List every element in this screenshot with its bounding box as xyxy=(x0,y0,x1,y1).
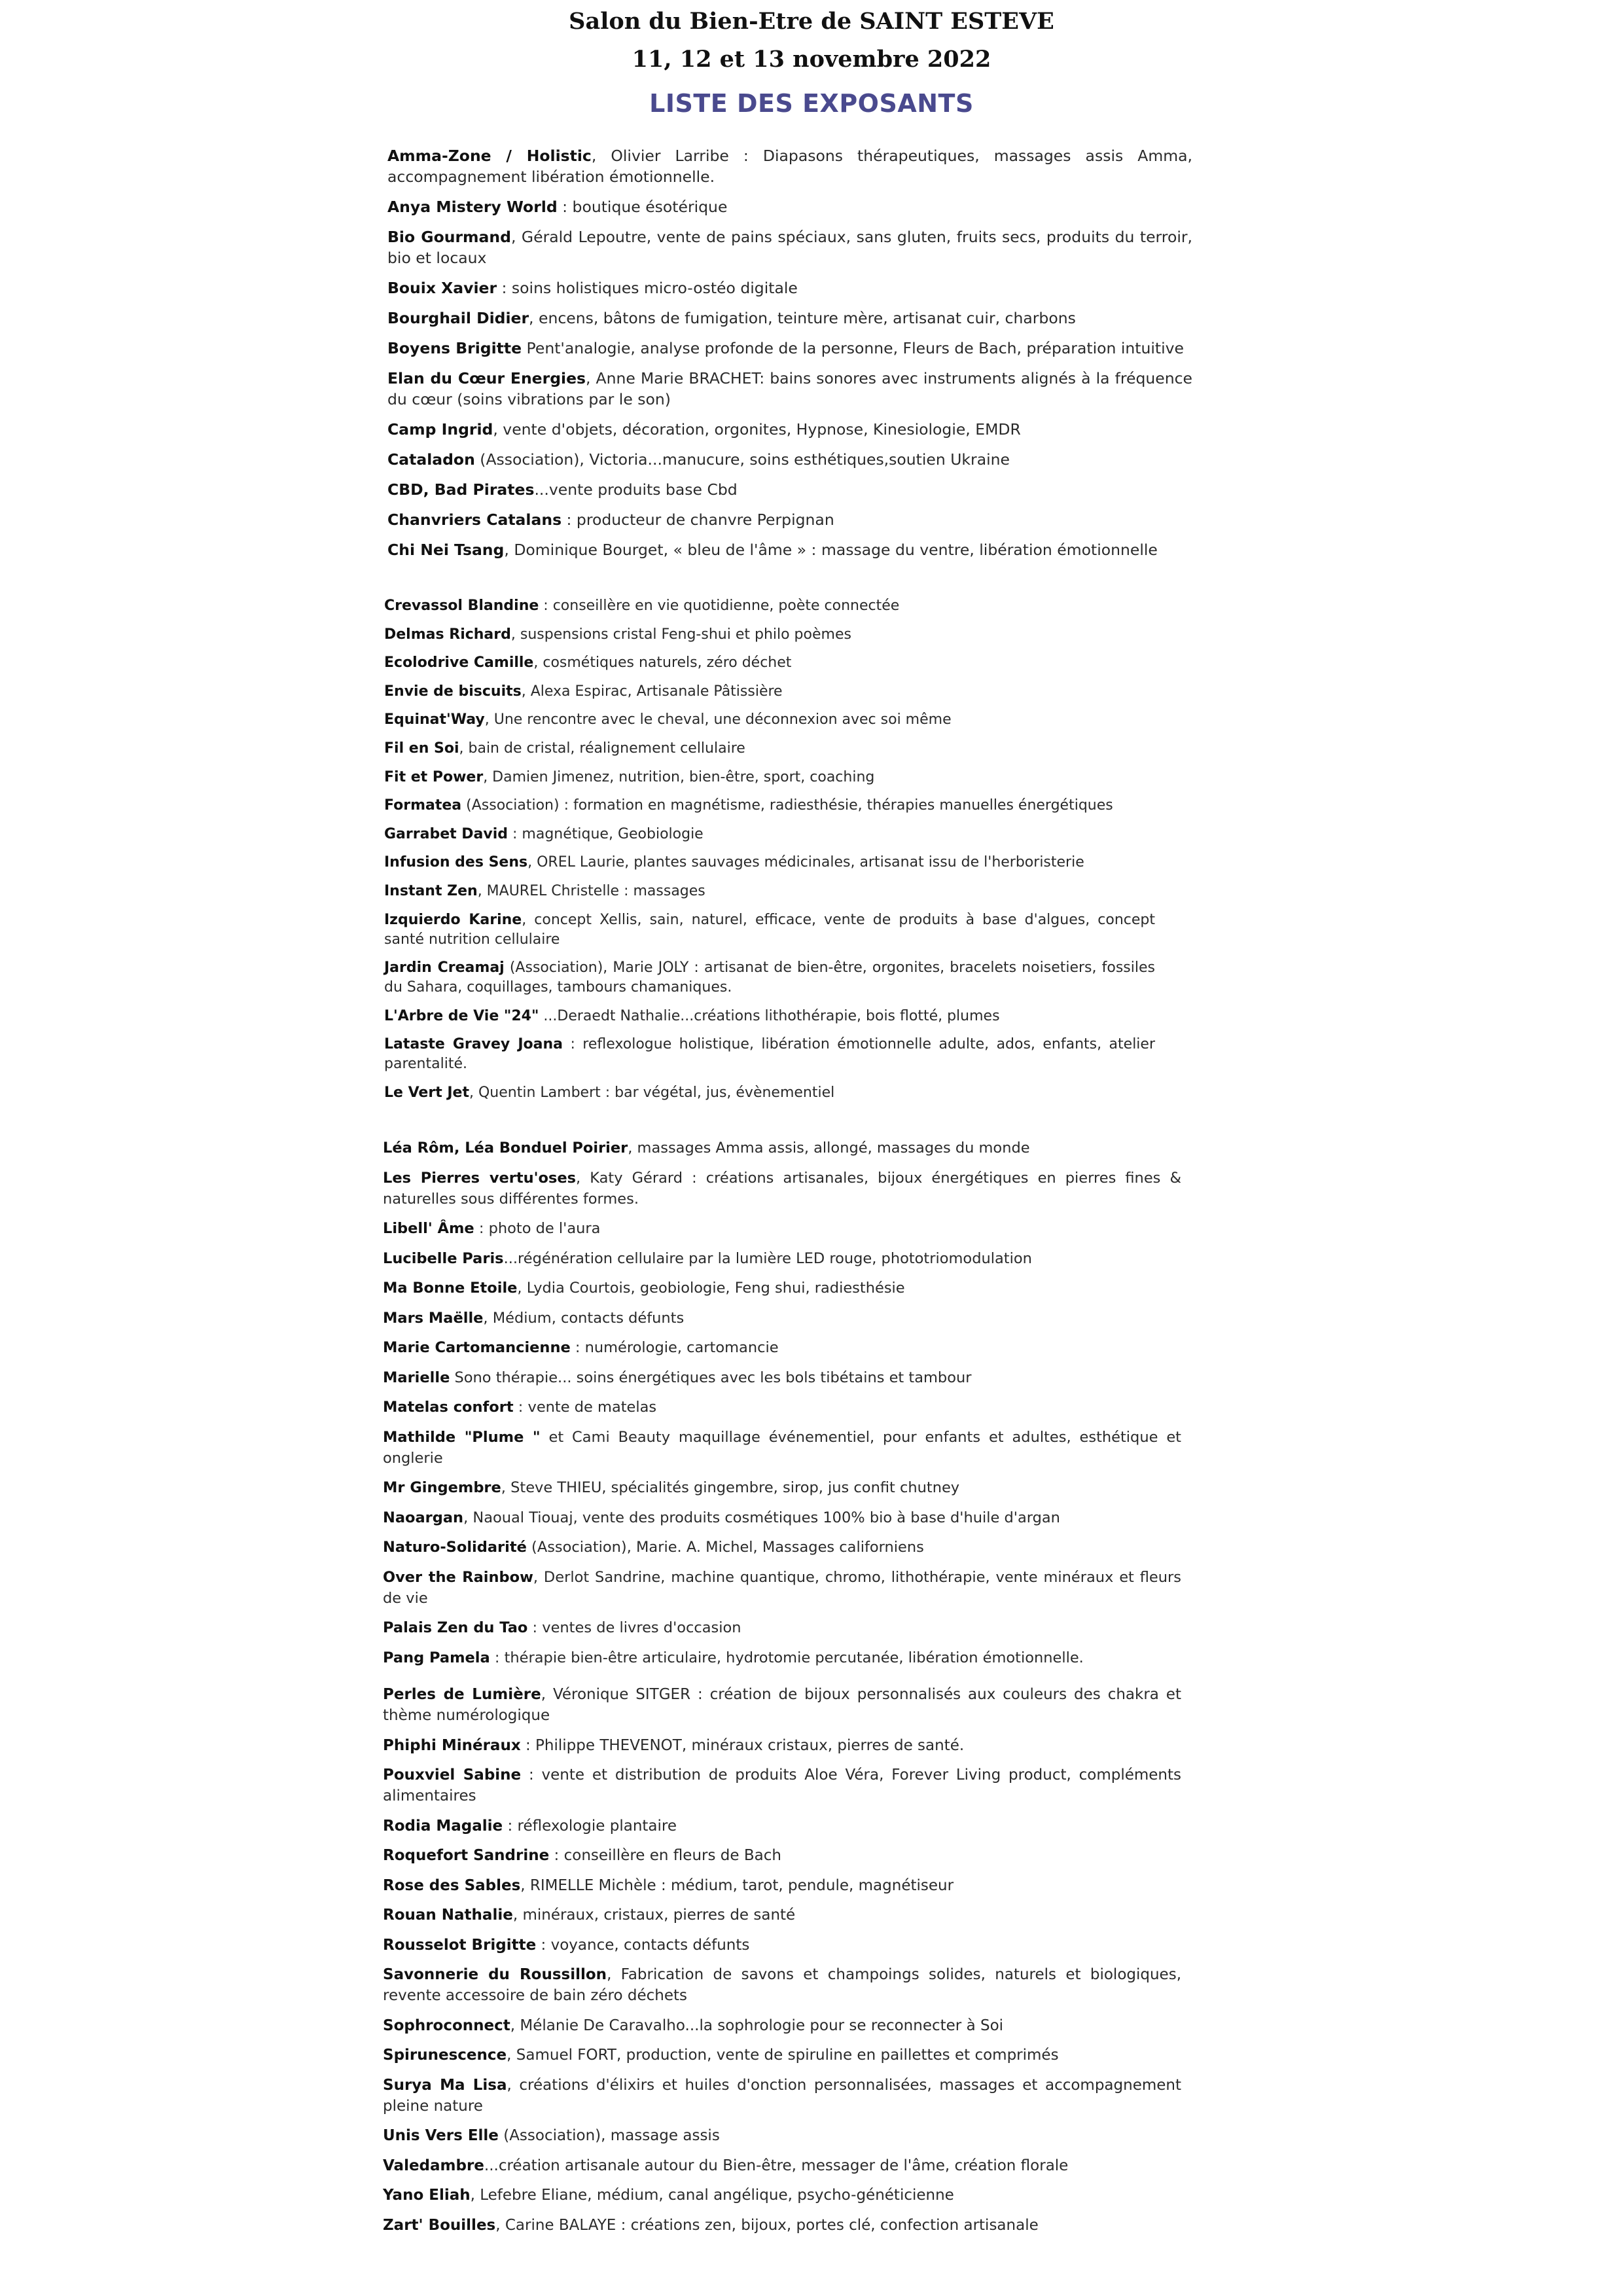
exhibitor-entry xyxy=(384,653,1155,673)
exhibitor-name: Crevassol Blandine xyxy=(384,598,539,614)
exhibitor-description: : producteur de chanvre Perpignan xyxy=(562,511,834,529)
exhibitor-name: Chanvriers Catalans xyxy=(387,511,562,529)
exhibitor-entry xyxy=(384,796,1155,816)
exhibitor-description: , encens, bâtons de fumigation, teinture mère, artisanat cuir, charbons xyxy=(529,309,1076,327)
exhibitor-entry xyxy=(384,768,1155,787)
exhibitor-description: : photo de l'aura xyxy=(474,1220,601,1237)
exhibitor-description: , Anne Marie BRACHET: bains sonores avec instruments alignés à la fréquence du cœur (soins vibrations par le son) xyxy=(387,369,1193,408)
exhibitor-entry xyxy=(387,338,1192,359)
exhibitor-description: : conseillère en fleurs de Bach xyxy=(549,1847,781,1864)
exhibitor-group-1 xyxy=(387,145,1192,569)
exhibitor-name: Fil en Soi xyxy=(384,740,459,757)
exhibitor-name: Yano Eliah xyxy=(383,2187,471,2204)
exhibitor-name: Phiphi Minéraux xyxy=(383,1736,521,1754)
exhibitor-entry xyxy=(383,1905,1181,1926)
exhibitor-name: Envie de biscuits xyxy=(384,683,522,700)
exhibitor-entry xyxy=(384,710,1155,730)
exhibitor-name: Savonnerie du Roussillon xyxy=(383,1966,607,1983)
exhibitor-name: Lucibelle Paris xyxy=(383,1249,504,1267)
exhibitor-name: Roquefort Sandrine xyxy=(383,1847,550,1864)
exhibitor-entry xyxy=(383,1218,1181,1239)
exhibitor-entry xyxy=(383,1735,1181,1756)
exhibitor-name: Bio Gourmand xyxy=(387,228,511,246)
exhibitor-entry xyxy=(384,739,1155,759)
exhibitor-name: Infusion des Sens xyxy=(384,854,528,871)
exhibitor-name: Sophroconnect xyxy=(383,2017,510,2034)
exhibitor-entry xyxy=(383,1647,1181,1668)
exhibitor-entry xyxy=(387,145,1192,187)
exhibitor-name: Bourghail Didier xyxy=(387,309,529,327)
exhibitor-description: , Carine BALAYE : créations zen, bijoux, portes clé, confection artisanale xyxy=(495,2216,1039,2234)
exhibitor-entry xyxy=(384,625,1155,645)
exhibitor-description: : soins holistiques micro-ostéo digitale xyxy=(497,279,798,297)
exhibitor-description: (Association), massage assis xyxy=(498,2127,720,2144)
exhibitor-name: Les Pierres vertu'oses xyxy=(383,1169,577,1187)
exhibitor-name: Rousselot Brigitte xyxy=(383,1936,537,1954)
exhibitor-description: , bain de cristal, réalignement cellulaire xyxy=(459,740,745,757)
exhibitor-entry xyxy=(383,2155,1181,2176)
exhibitor-entry xyxy=(383,2125,1181,2146)
exhibitor-entry xyxy=(383,1507,1181,1528)
exhibitor-description: , Steve THIEU, spécialités gingembre, sirop, jus confit chutney xyxy=(501,1479,960,1496)
exhibitor-description: , Quentin Lambert : bar végétal, jus, évènementiel xyxy=(469,1084,835,1101)
exhibitor-name: Matelas confort xyxy=(383,1399,514,1416)
exhibitor-name: Boyens Brigitte xyxy=(387,339,522,357)
exhibitor-description: : magnétique, Geobiologie xyxy=(508,825,704,842)
exhibitor-entry xyxy=(383,1477,1181,1498)
exhibitor-name: Formatea xyxy=(384,797,462,814)
exhibitor-group-4 xyxy=(383,1684,1181,2244)
exhibitor-entry xyxy=(384,825,1155,844)
exhibitor-description: , créations d'élixirs et huiles d'onction personnalisées, massages et accompagnement pleine nature xyxy=(383,2076,1182,2115)
exhibitor-name: Pouxviel Sabine xyxy=(383,1767,522,1784)
exhibitor-name: Fit et Power xyxy=(384,768,484,785)
exhibitor-description: , Samuel FORT, production, vente de spiruline en paillettes et comprimés xyxy=(507,2047,1059,2064)
exhibitor-name: Mathilde "Plume " xyxy=(383,1428,541,1446)
exhibitor-name: Elan du Cœur Energies xyxy=(387,369,586,387)
exhibitor-description: , cosmétiques naturels, zéro déchet xyxy=(533,655,792,672)
exhibitor-entry xyxy=(383,2215,1181,2236)
exhibitor-name: Marie Cartomancienne xyxy=(383,1339,571,1356)
exhibitor-entry xyxy=(383,1765,1181,1806)
exhibitor-entry xyxy=(383,1537,1181,1558)
exhibitor-name: Cataladon xyxy=(387,450,475,469)
exhibitor-name: Camp Ingrid xyxy=(387,420,493,439)
exhibitor-entry xyxy=(384,958,1155,997)
exhibitor-name: Garrabet David xyxy=(384,825,508,842)
exhibitor-name: Surya Ma Lisa xyxy=(383,2076,507,2094)
exhibitor-name: Lataste Gravey Joana xyxy=(384,1036,563,1053)
exhibitor-name: Ecolodrive Camille xyxy=(384,655,534,672)
exhibitor-name: Bouix Xavier xyxy=(387,279,497,297)
exhibitor-description: : vente et distribution de produits Aloe Véra, Forever Living product, compléments alimentaires xyxy=(383,1767,1182,1804)
exhibitor-description: , Katy Gérard : créations artisanales, bijoux énergétiques en pierres fines & naturelles sous différentes formes. xyxy=(383,1169,1182,1208)
exhibitor-description: , minéraux, cristaux, pierres de santé xyxy=(512,1907,796,1924)
exhibitor-entry xyxy=(384,882,1155,901)
exhibitor-description: ...Deraedt Nathalie...créations lithothérapie, bois flotté, plumes xyxy=(539,1007,1000,1024)
exhibitor-description: , Lefebre Eliane, médium, canal angélique, psycho-généticienne xyxy=(470,2187,954,2204)
exhibitor-entry xyxy=(383,1367,1181,1388)
exhibitor-name: Valedambre xyxy=(383,2157,484,2174)
exhibitor-name: Amma-Zone / Holistic xyxy=(387,147,592,165)
exhibitor-group-3 xyxy=(383,1138,1181,1677)
exhibitor-group-2 xyxy=(384,596,1155,1112)
exhibitor-name: Léa Rôm, Léa Bonduel Poirier xyxy=(383,1139,628,1157)
exhibitor-entry xyxy=(383,1278,1181,1299)
exhibitor-name: Perles de Lumière xyxy=(383,1686,541,1703)
exhibitor-entry xyxy=(383,1964,1181,2006)
exhibitor-description: ...création artisanale autour du Bien-être, messager de l'âme, création florale xyxy=(484,2157,1069,2174)
exhibitor-description: , concept Xellis, sain, naturel, efficace, vente de produits à base d'algues, concept santé nutrition cellulaire xyxy=(384,911,1155,948)
exhibitor-name: L'Arbre de Vie "24" xyxy=(384,1007,539,1024)
exhibitor-description: , Lydia Courtois, geobiologie, Feng shui, radiesthésie xyxy=(517,1280,905,1297)
exhibitor-entry xyxy=(384,853,1155,872)
exhibitor-description: , Une rencontre avec le cheval, une déconnexion avec soi même xyxy=(484,711,952,728)
exhibitor-name: Le Vert Jet xyxy=(384,1084,469,1101)
exhibitor-entry xyxy=(383,1337,1181,1358)
exhibitor-entry xyxy=(383,1816,1181,1837)
exhibitor-name: Libell' Âme xyxy=(383,1220,474,1237)
exhibitor-entry xyxy=(383,2075,1181,2117)
exhibitor-description: : Philippe THEVENOT, minéraux cristaux, pierres de santé. xyxy=(520,1736,965,1754)
exhibitor-entry xyxy=(387,196,1192,217)
exhibitor-description: : thérapie bien-être articulaire, hydrotomie percutanée, libération émotionnelle. xyxy=(490,1649,1084,1666)
exhibitor-entry xyxy=(384,1035,1155,1074)
exhibitor-description: , Mélanie De Caravalho...la sophrologie pour se reconnecter à Soi xyxy=(510,2017,1004,2034)
exhibitor-entry xyxy=(387,539,1192,560)
exhibitor-entry xyxy=(383,1617,1181,1638)
exhibitor-description: , OREL Laurie, plantes sauvages médicinales, artisanat issu de l'herboristerie xyxy=(527,854,1084,871)
exhibitor-description: , MAUREL Christelle : massages xyxy=(477,882,705,899)
exhibitor-description: : voyance, contacts défunts xyxy=(536,1936,750,1954)
exhibitor-description: , Olivier Larribe : Diapasons thérapeutiques, massages assis Amma, accompagnement libération émotionnelle. xyxy=(387,147,1193,186)
exhibitor-description: : numérologie, cartomancie xyxy=(570,1339,779,1356)
exhibitor-description: , Gérald Lepoutre, vente de pains spéciaux, sans gluten, fruits secs, produits du terroir, bio et locaux xyxy=(387,228,1192,267)
exhibitor-description: (Association), Victoria...manucure, soins esthétiques,soutien Ukraine xyxy=(474,450,1010,469)
exhibitor-name: Equinat'Way xyxy=(384,711,485,728)
exhibitor-description: ...régénération cellulaire par la lumière LED rouge, phototriomodulation xyxy=(503,1249,1032,1267)
exhibitor-description: , Fabrication de savons et champoings solides, naturels et biologiques, revente accessoire de bain zéro déchets xyxy=(383,1966,1182,2004)
exhibitor-description: : conseillère en vie quotidienne, poète connectée xyxy=(539,598,900,614)
exhibitor-entry xyxy=(383,1138,1181,1158)
exhibitor-description: : vente de matelas xyxy=(513,1399,657,1416)
exhibitor-entry xyxy=(387,509,1192,530)
exhibitor-name: Delmas Richard xyxy=(384,626,511,643)
exhibitor-name: Rose des Sables xyxy=(383,1876,521,1894)
exhibitor-name: Marielle xyxy=(383,1369,450,1386)
exhibitor-name: Over the Rainbow xyxy=(383,1568,533,1586)
exhibitor-entry xyxy=(383,2185,1181,2206)
exhibitor-description: , massages Amma assis, allongé, massages du monde xyxy=(628,1139,1030,1157)
exhibitor-entry xyxy=(387,449,1192,470)
exhibitor-entry xyxy=(383,1684,1181,1726)
exhibitor-entry xyxy=(384,1083,1155,1103)
exhibitor-description: , Damien Jimenez, nutrition, bien-être, sport, coaching xyxy=(483,768,875,785)
exhibitor-description: , Derlot Sandrine, machine quantique, chromo, lithothérapie, vente minéraux et fleurs de vie xyxy=(383,1568,1181,1607)
exhibitor-entry xyxy=(383,1308,1181,1329)
exhibitor-name: Mr Gingembre xyxy=(383,1479,501,1496)
exhibitor-name: Anya Mistery World xyxy=(387,198,558,216)
exhibitor-name: Pang Pamela xyxy=(383,1649,490,1666)
exhibitor-description: : reflexologue holistique, libération émotionnelle adulte, ados, enfants, atelier parentalité. xyxy=(384,1036,1155,1073)
exhibitor-entry xyxy=(383,1248,1181,1269)
list-title: LISTE DES EXPOSANTS xyxy=(649,89,974,118)
exhibitor-name: Rouan Nathalie xyxy=(383,1907,513,1924)
exhibitor-description: : ventes de livres d'occasion xyxy=(527,1619,741,1636)
exhibitor-entry xyxy=(387,226,1192,268)
exhibitor-entry xyxy=(387,419,1192,440)
exhibitor-entry xyxy=(383,1845,1181,1866)
exhibitor-description: , Alexa Espirac, Artisanale Pâtissière xyxy=(521,683,783,700)
exhibitor-name: Zart' Bouilles xyxy=(383,2216,496,2234)
exhibitor-name: Rodia Magalie xyxy=(383,1817,503,1835)
exhibitor-description: (Association), Marie JOLY : artisanat de bien-être, orgonites, bracelets noisetiers, fossiles du Sahara, coquillages, tambours chamaniques. xyxy=(384,960,1155,996)
exhibitor-description: , Naoual Tiouaj, vente des produits cosmétiques 100% bio à base d'huile d'argan xyxy=(463,1509,1060,1526)
exhibitor-name: Naturo-Solidarité xyxy=(383,1539,527,1556)
exhibitor-entry xyxy=(387,278,1192,298)
exhibitor-entry xyxy=(384,682,1155,702)
exhibitor-entry xyxy=(387,368,1192,410)
exhibitor-entry xyxy=(383,1427,1181,1469)
exhibitor-name: Mars Maëlle xyxy=(383,1309,484,1327)
exhibitor-name: Spirunescence xyxy=(383,2047,507,2064)
exhibitor-entry xyxy=(384,1007,1155,1026)
exhibitor-entry xyxy=(383,1397,1181,1418)
exhibitor-name: CBD, Bad Pirates xyxy=(387,480,535,499)
exhibitor-description: et Cami Beauty maquillage événementiel, pour enfants et adultes, esthétique et onglerie xyxy=(383,1428,1181,1467)
exhibitor-entry xyxy=(383,2015,1181,2036)
exhibitor-entry xyxy=(387,479,1192,500)
exhibitor-name: Naoargan xyxy=(383,1509,464,1526)
exhibitor-name: Instant Zen xyxy=(384,882,478,899)
exhibitor-name: Jardin Creamaj xyxy=(384,960,505,977)
event-dates: 11, 12 et 13 novembre 2022 xyxy=(632,46,991,73)
exhibitor-description: , Véronique SITGER : création de bijoux personnalisés aux couleurs des chakra et thème numérologique xyxy=(383,1686,1181,1724)
event-title: Salon du Bien-Etre de SAINT ESTEVE xyxy=(569,8,1054,35)
exhibitor-description: : réflexologie plantaire xyxy=(503,1817,677,1835)
exhibitor-entry xyxy=(383,1935,1181,1956)
exhibitor-description: , vente d'objets, décoration, orgonites, Hypnose, Kinesiologie, EMDR xyxy=(493,420,1021,439)
exhibitor-name: Unis Vers Elle xyxy=(383,2127,499,2144)
exhibitor-entry xyxy=(383,1567,1181,1609)
exhibitor-description: : boutique ésotérique xyxy=(557,198,728,216)
exhibitor-entry xyxy=(383,1875,1181,1896)
exhibitor-description: ...vente produits base Cbd xyxy=(534,480,738,499)
exhibitor-entry xyxy=(383,2045,1181,2066)
exhibitor-entry xyxy=(384,910,1155,950)
exhibitor-entry xyxy=(384,596,1155,616)
exhibitor-name: Chi Nei Tsang xyxy=(387,541,505,559)
exhibitor-entry xyxy=(387,308,1192,329)
exhibitor-name: Ma Bonne Etoile xyxy=(383,1280,518,1297)
exhibitor-name: Palais Zen du Tao xyxy=(383,1619,528,1636)
exhibitor-description: , suspensions cristal Feng-shui et philo poèmes xyxy=(510,626,851,643)
exhibitor-entry xyxy=(383,1168,1181,1210)
exhibitor-description: , Médium, contacts défunts xyxy=(483,1309,685,1327)
exhibitor-name: Izquierdo Karine xyxy=(384,911,522,928)
exhibitor-description: , RIMELLE Michèle : médium, tarot, pendule, magnétiseur xyxy=(520,1876,954,1894)
exhibitor-description: Sono thérapie... soins énergétiques avec les bols tibétains et tambour xyxy=(450,1369,972,1386)
exhibitor-description: (Association) : formation en magnétisme, radiesthésie, thérapies manuelles énergétiques xyxy=(461,797,1113,814)
exhibitor-description: , Dominique Bourget, « bleu de l'âme » : massage du ventre, libération émotionnelle xyxy=(504,541,1158,559)
exhibitor-description: (Association), Marie. A. Michel, Massages californiens xyxy=(526,1539,924,1556)
exhibitor-description: Pent'analogie, analyse profonde de la personne, Fleurs de Bach, préparation intuitive xyxy=(522,339,1185,357)
